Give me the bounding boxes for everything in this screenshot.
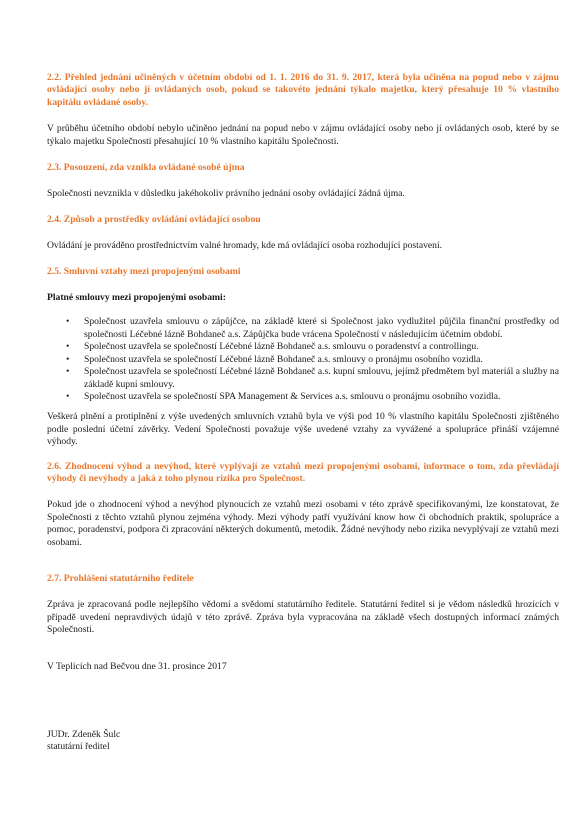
section-2-5-text: Veškerá plnění a protiplnění z výše uvedených smluvních vztahů byla ve výši pod 10 % vlastního kapitálu Společnosti zjištěného podle poslední účetní závěrky. Vedení Společnosti považuje výše uvedené vztahy za vyvážené a spolupráce přináší vzájemné výhody.	[47, 411, 559, 448]
list-item	[47, 316, 559, 341]
list-item	[47, 391, 559, 403]
section-2-5	[47, 266, 559, 449]
document-page	[47, 72, 559, 754]
contracts-list	[47, 316, 559, 403]
bullet-icon: •	[66, 366, 70, 378]
section-2-4-text: Ovládání je prováděno prostřednictvím valné hromady, kde má ovládající osoba rozhodující postavení.	[47, 240, 443, 252]
bullet-icon: •	[66, 341, 70, 353]
bullet-icon: •	[66, 390, 70, 402]
contract-text: Společnost uzavřela se společností Léčebné lázně Bohdaneč a.s. smlouvy o pronájmu osobního vozidla.	[84, 353, 483, 365]
list-item	[47, 366, 559, 391]
place-date: V Teplicích nad Bečvou dne 31. prosince 2017	[47, 660, 227, 672]
signature-block	[47, 729, 559, 754]
section-2-6	[47, 461, 559, 549]
section-2-2-text: V průběhu účetního období nebylo učiněno jednání na popud nebo v zájmu ovládající osoby nebo jí ovládaných osob, které by se týkalo majetku Společnosti přesahující 10 % vlastního kapitálu Společnosti.	[47, 123, 559, 147]
section-2-7	[47, 573, 559, 637]
bullet-icon: •	[66, 353, 70, 365]
contract-text: Společnost uzavřela smlouvu o zápůjčce, na základě které si Společnost jako vydlužitel půjčila finanční prostředky od společnosti Léčebné lázně Bohdaneč a.s. Zápůjčka bude vrácena Společností v následujícím účetním období.	[84, 316, 559, 340]
list-item	[47, 341, 559, 353]
signatory-role: statutární ředitel	[47, 741, 110, 753]
section-2-2	[47, 72, 559, 148]
section-2-6-heading: 2.6. Zhodnocení výhod a nevýhod, které vyplývají ze vztahů mezi propojenými osobami, informace o tom, zda převládají výhody či nevýhody a jaká z toho plynou rizika pro Společnost.	[47, 460, 559, 484]
section-2-6-text: Pokud jde o zhodnocení výhod a nevýhod plynoucích ze vztahů mezi osobami v této zprávě specifikovanými, lze konstatovat, že Společnosti z těchto vztahů plynou zejména výhody. Mezi výhody patří využívání know how či obchodních praktik, spolupráce a pomoc, poradenství, podpora či zpracování některých dokumentů, metodik. Žádné nevýhody nebo rizika nevyplývají ze vztahů mezi osobami.	[47, 499, 559, 548]
section-2-4	[47, 214, 559, 253]
contract-text: Společnost uzavřela se společností Léčebné lázně Bohdaneč a.s. kupní smlouvu, jejímž předmětem byl materiál a služby na základě kupní smlouvy.	[84, 366, 559, 390]
bullet-icon: •	[66, 316, 70, 328]
section-2-7-heading: 2.7. Prohlášení statutárního ředitele	[47, 572, 194, 584]
list-item	[47, 354, 559, 366]
section-2-5-subheading: Platné smlouvy mezi propojenými osobami:	[47, 292, 226, 304]
section-2-2-heading: 2.2. Přehled jednání učiněných v účetním období od 1. 1. 2016 do 31. 9. 2017, která byla učiněna na popud nebo v zájmu ovládající osoby nebo jí ovládaných osob, pokud se takovéto jednání týkalo majetku, který přesahuje 10 % vlastního kapitálu ovládané osoby.	[47, 72, 559, 108]
section-2-4-heading: 2.4. Způsob a prostředky ovládání ovládající osobou	[47, 213, 261, 225]
section-2-3-heading: 2.3. Posouzení, zda vznikla ovládané osobě újma	[47, 162, 245, 174]
section-2-3	[47, 162, 559, 201]
signatory-name: JUDr. Zdeněk Šulc	[47, 729, 121, 740]
section-2-7-text: Zpráva je zpracovaná podle nejlepšího vědomí a svědomí statutárního ředitele. Statutární ředitel si je vědom následků hrozících v případě uvedení nepravdivých údajů v této zprávě. Zpráva byla vypracována na základě všech dostupných informací známých Společnosti.	[47, 599, 559, 636]
contract-text: Společnost uzavřela se společností Léčebné lázně Bohdaneč a.s. smlouvu o poradenství a controllingu.	[84, 341, 479, 353]
section-2-5-heading: 2.5. Smluvní vztahy mezi propojenými osobami	[47, 265, 241, 277]
contract-text: Společnost uzavřela se společností SPA Management & Services a.s. smlouvu o pronájmu osobního vozidla.	[84, 390, 501, 402]
section-2-3-text: Společnosti nevznikla v důsledku jakéhokoliv právního jednání osoby ovládající žádná újma.	[47, 188, 405, 200]
